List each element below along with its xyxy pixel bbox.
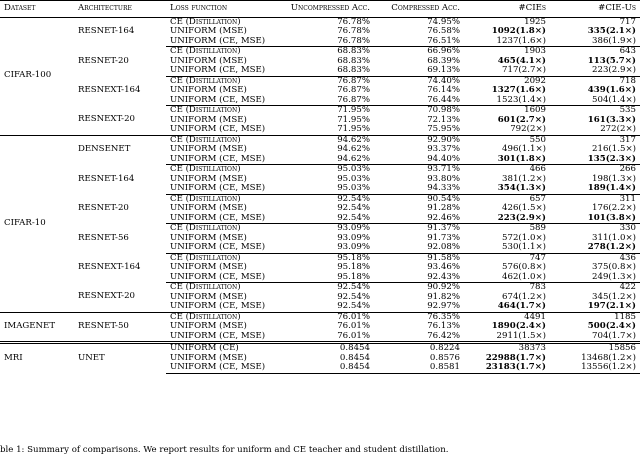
- cie-us-cell: 198(1.3×): [592, 173, 636, 184]
- cie-us-cell-bold: 113(5.7×): [587, 55, 636, 66]
- cie-us-cell-bold: 101(3.8×): [587, 212, 636, 223]
- cies-cell: 496(1.1×): [502, 144, 546, 154]
- loss-function-cell: UNIFORM (CE, MSE): [170, 153, 266, 164]
- header-architecture: Architecture: [74, 1, 166, 18]
- cies-cell: 792(2×): [510, 124, 546, 134]
- uncompressed-acc-cell: 93.09%: [337, 232, 370, 243]
- cies-cell: 462(1.0×): [502, 271, 546, 282]
- table-row: [0, 224, 640, 234]
- compressed-acc-cell: 92.97%: [427, 301, 460, 311]
- uncompressed-acc-cell: 95.18%: [282, 253, 374, 263]
- compressed-acc-cell: 76.35%: [374, 312, 464, 322]
- loss-function-cell: CE (Distillation): [166, 224, 282, 234]
- cies-cell-bold: 301(1.8×): [497, 153, 546, 164]
- loss-function-cell: CE (Distillation): [166, 194, 282, 204]
- cie-us-cell: 216(1.5×): [592, 144, 636, 154]
- compressed-acc-cell: 75.95%: [427, 124, 460, 134]
- cies-cell-bold: 23183(1.7×): [485, 362, 546, 372]
- cie-us-cell-bold: 439(1.6×): [587, 85, 636, 95]
- architecture-cell: RESNET-20: [78, 203, 129, 213]
- uncompressed-acc-cell: 93.09%: [282, 224, 374, 234]
- compressed-acc-cell: 69.13%: [427, 65, 460, 75]
- architecture-cell: DENSENET: [74, 135, 166, 165]
- compressed-acc-cell: 94.40%: [427, 153, 460, 164]
- loss-function-cell: UNIFORM (MSE): [170, 26, 247, 36]
- uncompressed-acc-cell: 95.18%: [337, 271, 370, 282]
- cie-us-cell: 15856: [550, 343, 640, 354]
- uncompressed-acc-cell: 76.78%: [337, 35, 370, 46]
- compressed-acc-cell: 91.37%: [374, 224, 464, 234]
- table-header-row: [0, 1, 640, 18]
- loss-function-cell: UNIFORM (CE, MSE): [170, 271, 266, 282]
- cies-cell-bold: 354(1.3×): [497, 183, 546, 193]
- cies-cell: [464, 302, 550, 312]
- compressed-acc-cell: 76.44%: [427, 94, 460, 105]
- architecture-cell: RESNET-50: [74, 312, 166, 343]
- loss-function-cell: UNIFORM (CE, MSE): [170, 301, 266, 311]
- loss-function-cell: UNIFORM (MSE): [170, 321, 247, 331]
- compressed-acc-cell: 91.73%: [427, 232, 460, 243]
- architecture-cell: UNET: [74, 343, 166, 374]
- uncompressed-acc-cell: 92.54%: [337, 212, 370, 223]
- cie-us-cell: [550, 243, 640, 253]
- cies-cell: 550: [464, 135, 550, 145]
- uncompressed-acc-cell: 92.54%: [282, 194, 374, 204]
- uncompressed-acc-cell: 94.62%: [337, 144, 370, 154]
- cies-cell: [464, 363, 550, 373]
- cie-us-cell: 717: [619, 16, 636, 27]
- uncompressed-acc-cell: 76.01%: [337, 330, 370, 341]
- cie-us-cell-bold: 161(3.3×): [587, 114, 636, 125]
- cies-cell: 4491: [464, 312, 550, 322]
- loss-function-cell: UNIFORM (MSE): [170, 232, 247, 243]
- architecture-cell: RESNET-20: [78, 55, 129, 66]
- uncompressed-acc-cell: 95.03%: [337, 173, 370, 184]
- loss-function-cell: UNIFORM (CE): [166, 343, 282, 354]
- compressed-acc-cell: 0.8581: [374, 363, 464, 373]
- uncompressed-acc-cell: 0.8454: [282, 363, 374, 373]
- loss-function-cell: UNIFORM (CE, MSE): [170, 212, 266, 223]
- cie-us-cell: [550, 155, 640, 165]
- dataset-cell: CIFAR-100: [4, 70, 52, 81]
- header-uncompressed-acc: Uncompressed Acc.: [282, 1, 374, 18]
- loss-function-cell: UNIFORM (MSE): [170, 203, 247, 213]
- cies-cell: [464, 214, 550, 224]
- compressed-acc-cell: 76.13%: [427, 321, 460, 331]
- compressed-acc-cell: 76.51%: [427, 35, 460, 46]
- loss-function-cell: UNIFORM (CE, MSE): [170, 183, 266, 193]
- loss-function-cell: UNIFORM (CE, MSE): [170, 94, 266, 105]
- cie-us-cell: 436: [550, 253, 640, 263]
- cies-cell: [464, 155, 550, 165]
- header-dataset: Dataset: [0, 1, 74, 18]
- compressed-acc-cell: 66.96%: [374, 47, 464, 57]
- architecture-cell: RESNEXT-164: [78, 262, 141, 272]
- cies-cell-bold: 601(2.7×): [497, 114, 546, 125]
- cie-us-cell: 643: [550, 47, 640, 57]
- loss-function-cell: CE (Distillation): [166, 76, 282, 86]
- loss-function-cell: UNIFORM (MSE): [170, 291, 247, 302]
- cie-us-cell: 345(1.2×): [592, 291, 636, 302]
- cie-us-cell: [550, 214, 640, 224]
- cies-cell: 1925: [524, 16, 546, 27]
- compressed-acc-cell: 0.8224: [374, 343, 464, 354]
- uncompressed-acc-cell: 76.01%: [282, 312, 374, 322]
- uncompressed-acc-cell: 0.8454: [282, 343, 374, 354]
- cie-us-cell: 375(0.8×): [592, 262, 636, 272]
- loss-function-cell: CE (Distillation): [170, 16, 241, 27]
- cie-us-cell: [550, 184, 640, 194]
- header-cie-us: #CIE-Us: [550, 1, 640, 18]
- cies-cell: 674(1.2×): [502, 291, 546, 302]
- table-body: [0, 17, 640, 373]
- loss-function-cell: CE (Distillation): [166, 312, 282, 322]
- cies-cell-bold: 464(1.7×): [497, 301, 546, 311]
- loss-function-cell: UNIFORM (CE, MSE): [170, 242, 266, 252]
- loss-function-cell: UNIFORM (MSE): [170, 352, 247, 363]
- cie-us-cell: 386(1.9×): [592, 35, 636, 46]
- header-compressed-acc: Compressed Acc.: [374, 1, 464, 18]
- compressed-acc-cell: 91.82%: [427, 291, 460, 302]
- uncompressed-acc-cell: 92.54%: [337, 203, 370, 213]
- cies-cell-bold: 1092(1.8×): [491, 26, 546, 36]
- compressed-acc-cell: 92.90%: [374, 135, 464, 145]
- compressed-acc-cell: 93.46%: [427, 262, 460, 272]
- cie-us-cell: 311(1.0×): [592, 232, 636, 243]
- cies-cell: 1609: [464, 106, 550, 116]
- compressed-acc-cell: 90.92%: [374, 283, 464, 293]
- compressed-acc-cell: 93.37%: [427, 144, 460, 154]
- uncompressed-acc-cell: 68.83%: [337, 65, 370, 75]
- cie-us-cell: 311: [550, 194, 640, 204]
- loss-function-cell: CE (Distillation): [166, 165, 282, 175]
- cie-us-cell-bold: 500(2.4×): [587, 321, 636, 331]
- loss-function-cell: UNIFORM (MSE): [170, 144, 247, 154]
- architecture-cell: RESNET-164: [78, 173, 135, 184]
- loss-function-cell: CE (Distillation): [166, 253, 282, 263]
- cie-us-cell: 330: [550, 224, 640, 234]
- cie-us-cell: 266: [550, 165, 640, 175]
- uncompressed-acc-cell: 95.18%: [337, 262, 370, 272]
- uncompressed-acc-cell: 68.83%: [337, 55, 370, 66]
- dataset-cell: CIFAR-10: [0, 135, 74, 312]
- cies-cell: 747: [464, 253, 550, 263]
- uncompressed-acc-cell: 68.83%: [282, 47, 374, 57]
- uncompressed-acc-cell: 92.54%: [337, 301, 370, 311]
- loss-function-cell: UNIFORM (MSE): [170, 85, 247, 95]
- cies-cell: 1237(1.6×): [496, 35, 546, 46]
- compressed-acc-cell: 93.80%: [427, 173, 460, 184]
- compressed-acc-cell: 76.58%: [427, 26, 460, 36]
- uncompressed-acc-cell: 0.8454: [339, 352, 370, 363]
- architecture-cell: RESNEXT-164: [78, 85, 141, 95]
- compressed-acc-cell: 90.54%: [374, 194, 464, 204]
- cie-us-cell-bold: 197(2.1×): [587, 301, 636, 311]
- uncompressed-acc-cell: 76.87%: [337, 85, 370, 95]
- cie-us-cell-bold: 278(1.2×): [587, 242, 636, 252]
- cies-cell: 381(1.2×): [502, 173, 546, 184]
- uncompressed-acc-cell: 92.54%: [337, 291, 370, 302]
- table-caption: ble 1: Summary of comparisons. We report results for uniform and CE teacher and student distillation.: [0, 445, 449, 455]
- loss-function-cell: UNIFORM (MSE): [170, 262, 247, 272]
- cies-cell: 657: [464, 194, 550, 204]
- cies-cell-bold: 223(2.9×): [497, 212, 546, 223]
- uncompressed-acc-cell: 71.95%: [337, 124, 370, 134]
- uncompressed-acc-cell: 94.62%: [337, 153, 370, 164]
- cie-us-cell: 317: [550, 135, 640, 145]
- loss-function-cell: UNIFORM (MSE): [170, 55, 247, 66]
- cie-us-cell: 704(1.7×): [592, 330, 636, 341]
- cie-us-cell: 249(1.3×): [592, 271, 636, 282]
- cies-cell: [464, 184, 550, 194]
- cie-us-cell: 422: [550, 283, 640, 293]
- table-row: [0, 165, 640, 175]
- compressed-acc-cell: 94.33%: [427, 183, 460, 193]
- loss-function-cell: CE (Distillation): [166, 283, 282, 293]
- cies-cell: 426(1.5×): [502, 203, 546, 213]
- cies-cell: 589: [464, 224, 550, 234]
- cie-us-cell: 718: [550, 76, 640, 86]
- table-row: [0, 283, 640, 293]
- cies-cell: 576(0.8×): [502, 262, 546, 272]
- loss-function-cell: UNIFORM (CE, MSE): [170, 124, 266, 134]
- architecture-cell: RESNET-164: [78, 26, 135, 37]
- loss-function-cell: UNIFORM (CE, MSE): [170, 330, 266, 341]
- cie-us-cell: [550, 302, 640, 312]
- cies-cell: 466: [464, 165, 550, 175]
- uncompressed-acc-cell: 93.09%: [337, 242, 370, 252]
- loss-function-cell: UNIFORM (CE, MSE): [170, 35, 266, 46]
- uncompressed-acc-cell: 71.95%: [337, 114, 370, 125]
- cies-cell: 572(1.0×): [502, 232, 546, 243]
- uncompressed-acc-cell: 76.87%: [282, 76, 374, 86]
- cie-us-cell: 1185: [550, 312, 640, 322]
- compressed-acc-cell: 92.43%: [427, 271, 460, 282]
- cies-cell: 717(2.7×): [502, 65, 546, 75]
- cie-us-cell-bold: 335(2.1×): [587, 26, 636, 36]
- compressed-acc-cell: 76.42%: [427, 330, 460, 341]
- cies-cell-bold: 1890(2.4×): [491, 321, 546, 331]
- uncompressed-acc-cell: 95.03%: [282, 165, 374, 175]
- uncompressed-acc-cell: 94.62%: [282, 135, 374, 145]
- cie-us-cell: 504(1.4×): [592, 94, 636, 105]
- uncompressed-acc-cell: 92.54%: [282, 283, 374, 293]
- cies-cell: 1523(1.4×): [496, 94, 546, 105]
- loss-function-cell: UNIFORM (CE, MSE): [170, 65, 266, 75]
- loss-function-cell: UNIFORM (MSE): [170, 114, 247, 125]
- cies-cell: 2092: [464, 76, 550, 86]
- architecture-cell: RESNEXT-20: [78, 291, 136, 302]
- compressed-acc-cell: 76.14%: [427, 85, 460, 95]
- uncompressed-acc-cell: 76.78%: [337, 26, 370, 36]
- compressed-acc-cell: 93.71%: [374, 165, 464, 175]
- cie-us-cell-bold: 189(1.4×): [587, 183, 636, 193]
- cies-cell-bold: 1327(1.6×): [491, 85, 546, 95]
- cies-cell: 1903: [464, 47, 550, 57]
- cies-cell-bold: 465(4.1×): [497, 55, 546, 66]
- compressed-acc-cell: 74.95%: [427, 16, 460, 27]
- header-loss-function: Loss function: [166, 1, 282, 18]
- loss-function-cell: UNIFORM (CE, MSE): [166, 363, 282, 373]
- uncompressed-acc-cell: 71.95%: [282, 106, 374, 116]
- uncompressed-acc-cell: 76.78%: [337, 16, 370, 27]
- header-cies: #CIEs: [464, 1, 550, 18]
- compressed-acc-cell: 68.39%: [427, 55, 460, 66]
- uncompressed-acc-cell: 95.03%: [337, 183, 370, 193]
- compressed-acc-cell: 91.28%: [427, 203, 460, 213]
- cies-cell: 38373: [464, 343, 550, 354]
- architecture-cell: RESNEXT-20: [78, 114, 136, 125]
- cie-us-cell: 272(2×): [600, 124, 636, 134]
- compressed-acc-cell: 92.08%: [427, 242, 460, 252]
- cie-us-cell: 13556(1.2×): [550, 363, 640, 373]
- cie-us-cell: 535: [550, 106, 640, 116]
- cies-cell: 530(1.1×): [502, 242, 546, 252]
- architecture-cell: RESNET-56: [78, 232, 129, 243]
- cie-us-cell: 223(2.9×): [592, 65, 636, 75]
- cies-cell-bold: 22988(1.7×): [485, 352, 546, 363]
- compressed-acc-cell: 74.40%: [374, 76, 464, 86]
- cie-us-cell: 13468(1.2×): [581, 352, 636, 363]
- compressed-acc-cell: 72.13%: [427, 114, 460, 125]
- loss-function-cell: UNIFORM (MSE): [170, 173, 247, 184]
- dataset-cell: IMAGENET: [0, 312, 74, 343]
- cie-us-cell: 176(2.2×): [592, 203, 636, 213]
- loss-function-cell: CE (Distillation): [166, 47, 282, 57]
- compressed-acc-cell: 91.58%: [374, 253, 464, 263]
- dataset-cell: MRI: [0, 343, 74, 374]
- compressed-acc-cell: 0.8576: [429, 352, 460, 363]
- uncompressed-acc-cell: 76.87%: [337, 94, 370, 105]
- cie-us-cell-bold: 135(2.3×): [587, 153, 636, 164]
- uncompressed-acc-cell: 76.01%: [337, 321, 370, 331]
- loss-function-cell: CE (Distillation): [166, 106, 282, 116]
- cies-cell: 783: [464, 283, 550, 293]
- compressed-acc-cell: 70.98%: [374, 106, 464, 116]
- cies-cell: 2911(1.5×): [496, 330, 546, 341]
- compressed-acc-cell: 92.46%: [427, 212, 460, 223]
- loss-function-cell: CE (Distillation): [166, 135, 282, 145]
